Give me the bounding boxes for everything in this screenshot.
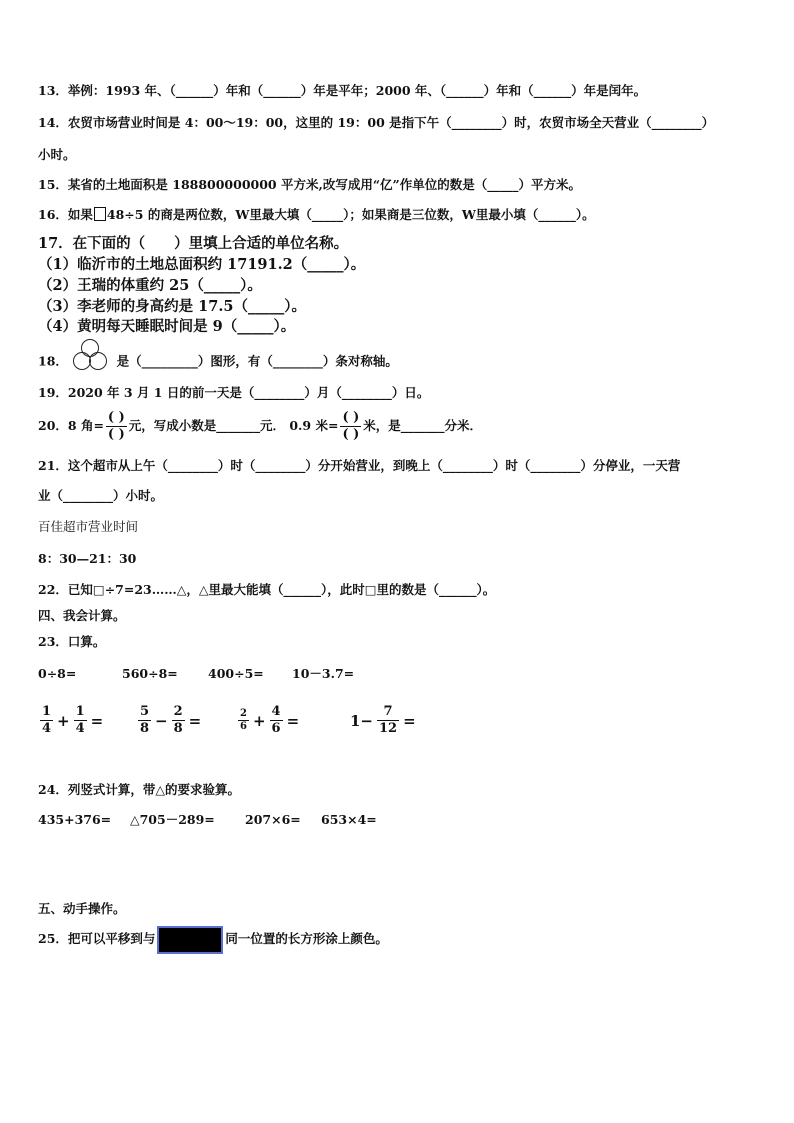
question-17-item: （2）王瑞的体重约 25（_____）。	[38, 277, 262, 294]
mental-math-row	[38, 666, 354, 682]
question-13: 13．举例：1993 年、（______）年和（______）年是平年；2000 年、（______）年和（______）年是闰年。	[38, 83, 647, 98]
question-25-prefix: 25．把可以平移到与	[38, 931, 156, 946]
written-calc-row	[38, 812, 377, 828]
three-circles-icon	[72, 338, 108, 386]
blank-fraction: $\frac{( )}{( )}$	[342, 410, 360, 442]
fraction-expression: $\frac{5}{8}$ − $\frac{2}{8}$ =	[140, 704, 202, 736]
question-20-part-a: 20．8 角=	[38, 418, 104, 433]
mental-math-item: 0÷8=	[38, 666, 77, 681]
question-16-prefix: 16．如果	[38, 207, 93, 222]
written-calc-item: 435+376=	[38, 812, 112, 827]
question-20-part-b: 元，写成小数是_______元． 0.9 米=	[128, 418, 339, 433]
blank-fraction: $\frac{( )}{( )}$	[107, 410, 125, 442]
question-16-text: 48÷5 的商是两位数，W里最大填（_____）；如果商是三位数，W里最小填（______）。	[106, 207, 595, 222]
fraction-expression: $\frac{2}{6}$ + $\frac{4}{6}$ =	[240, 704, 300, 736]
question-18-text: 是（_________）图形，有（________）条对称轴。	[116, 353, 398, 369]
question-24: 24．列竖式计算，带△的要求验算。	[38, 782, 241, 797]
question-14-line1: 14．农贸市场营业时间是 4：00～19：00，这里的 19：00 是指下午（________）时，农贸市场全天营业（________）	[38, 115, 715, 130]
square-box-icon	[94, 207, 106, 221]
question-17-item: （4）黄明每天睡眠时间是 9（_____）。	[38, 318, 296, 335]
mental-math-item: 10－3.7=	[292, 666, 355, 681]
question-20	[38, 408, 482, 444]
question-22: 22．已知□÷7=23……△，△里最大能填（______），此时□里的数是（______）。	[38, 582, 496, 597]
store-hours: 8：30—21：30	[38, 551, 137, 566]
fraction-expression: $\frac{1}{4}$ + $\frac{1}{4}$ =	[42, 704, 104, 736]
question-20-part-c: 米，是_______分米．	[363, 418, 483, 433]
written-calc-item: △705－289=	[130, 812, 215, 827]
store-hours-title: 百佳超市营业时间	[38, 519, 139, 534]
section-4-heading: 四、我会计算。	[38, 608, 126, 623]
fraction-expression: 1− $\frac{7}{12}$ =	[350, 704, 416, 736]
question-17-title: 17．在下面的（ ）里填上合适的单位名称。	[38, 235, 349, 252]
mental-math-item: 560÷8=	[122, 666, 178, 681]
black-rectangle-image	[157, 926, 223, 954]
written-calc-item: 653×4=	[321, 812, 377, 827]
question-19: 19．2020 年 3 月 1 日的前一天是（________）月（________）日。	[38, 385, 430, 400]
question-15: 15．某省的土地面积是 188800000000 平方米,改写成用“亿”作单位的数是（_____）平方米。	[38, 177, 581, 192]
question-17-item: （3）李老师的身高约是 17.5（_____）。	[38, 298, 306, 315]
written-calc-item: 207×6=	[245, 812, 301, 827]
question-17-item: （1）临沂市的土地总面积约 17191.2（_____）。	[38, 256, 366, 273]
section-5-heading: 五、动手操作。	[38, 901, 126, 916]
question-21-line1: 21．这个超市从上午（________）时（________）分开始营业，到晚上（________）时（________）分停业，一天营	[38, 458, 681, 473]
question-18	[38, 338, 398, 386]
question-23: 23．口算。	[38, 634, 106, 649]
question-25	[38, 924, 388, 954]
fraction-math-row	[38, 700, 418, 741]
question-21-line2: 业（________）小时。	[38, 488, 164, 503]
mental-math-item: 400÷5=	[208, 666, 264, 681]
question-16	[38, 207, 595, 223]
question-25-suffix: 同一位置的长方形涂上颜色。	[225, 931, 388, 946]
question-14-line2: 小时。	[38, 147, 76, 162]
question-18-number: 18．	[38, 353, 68, 369]
